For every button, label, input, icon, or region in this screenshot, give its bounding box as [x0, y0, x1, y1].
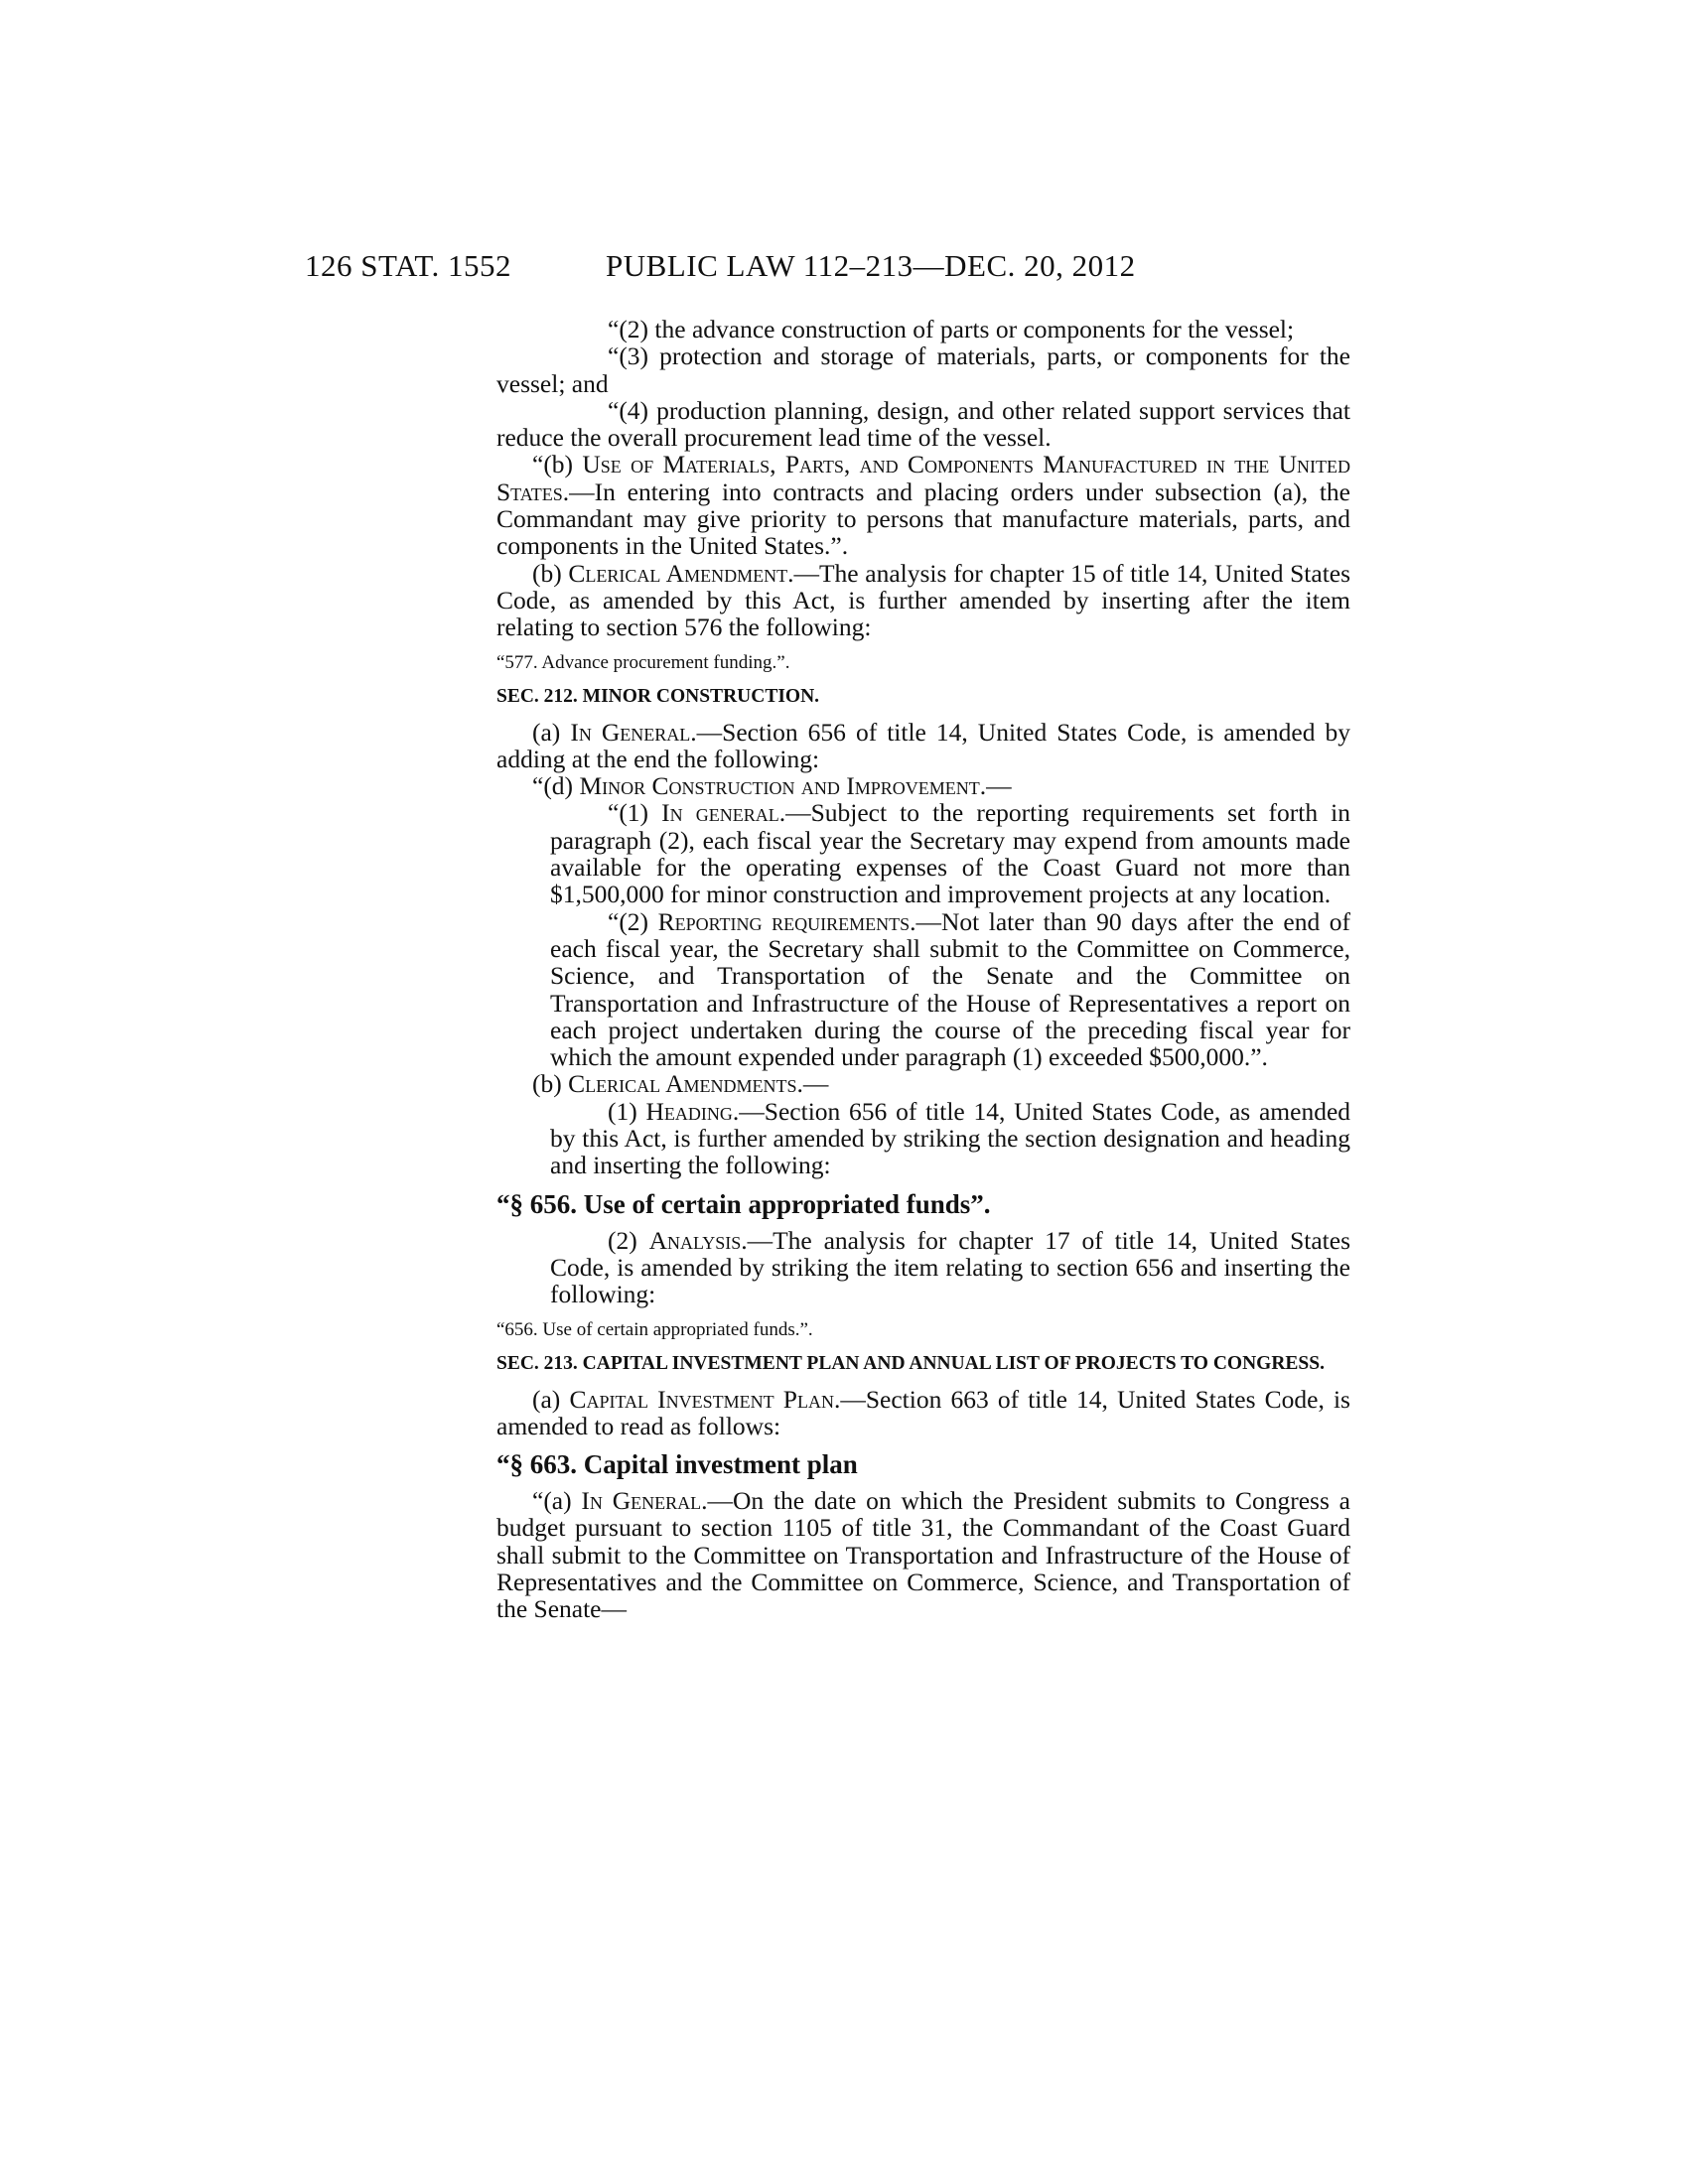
paragraph-heading-1: (1) Heading.—Section 656 of title 14, United States Code, as amended by this Act, is further amended by striking the section designation and heading and inserting the following:: [550, 1096, 1351, 1180]
public-law-title: PUBLIC LAW 112–213—DEC. 20, 2012: [606, 248, 1136, 283]
heading-small-caps: In General.: [570, 717, 697, 747]
heading-small-caps: Minor Construction and Improvement.: [579, 771, 987, 801]
text-column: [496, 316, 1350, 1623]
section-663-title: “§ 663. Capital investment plan: [496, 1449, 858, 1480]
section-212-heading: SEC. 212. MINOR CONSTRUCTION.: [496, 685, 820, 707]
toc-item-656: “656. Use of certain appropriated funds.”.: [496, 1318, 813, 1340]
heading-small-caps: Clerical Amendments.: [568, 1069, 803, 1099]
paragraph-analysis-2: (2) Analysis.—The analysis for chapter 17 of title 14, United States Code, is amended by striking the item relating to section 656 and inserting the following:: [550, 1225, 1351, 1309]
subsection-d-heading: “(d) Minor Construction and Improvement.—: [532, 771, 1012, 801]
running-header: [0, 248, 1688, 288]
paragraph-d2: “(2) Reporting requirements.—Not later than 90 days after the end of each fiscal year, the Secretary shall submit to the Committee on Commerce, Science, and Transportation of the Senate and the Committee on Transportation and Infrastructure of the House of Representatives a report on each project undertaken during the course of the preceding fiscal year for which the amount expended under paragraph (1) exceeded $500,000.”.: [550, 906, 1350, 1072]
heading-small-caps: In general.: [661, 798, 786, 828]
heading-small-caps: Reporting requirements.: [657, 906, 916, 936]
paragraph-3: “(3) protection and storage of materials, parts, or components for the vessel; and: [496, 341, 1350, 398]
heading-small-caps: In General.: [581, 1486, 708, 1516]
subsection-b-materials: “(b) Use of Materials, Parts, and Components Manufactured in the United States.—In entering into contracts and placing orders under subsection (a), the Commandant may give priority to persons that manufacture materials, parts, and components in the United States.”.: [496, 450, 1350, 561]
section-213-heading: SEC. 213. CAPITAL INVESTMENT PLAN AND ANNUAL LIST OF PROJECTS TO CONGRESS.: [496, 1352, 1325, 1374]
section-663-subsection-a: “(a) In General.—On the date on which the President submits to Congress a budget pursuant to section 1105 of title 31, the Commandant of the Coast Guard shall submit to the Committee on Transportation and Infrastructure of the House of Representatives and the Committee on Commerce, Science, and Transportation of the Senate—: [496, 1486, 1350, 1624]
heading-small-caps: Heading.: [645, 1096, 740, 1126]
paragraph-2: “(2) the advance construction of parts or components for the vessel;: [608, 315, 1295, 343]
paragraph-d1: “(1) In general.—Subject to the reporting requirements set forth in paragraph (2), each fiscal year the Secretary may expend from amounts made available for the operating expenses of the Coast Guard not more than $1,500,000 for minor construction and improvement projects at any location.: [550, 798, 1350, 909]
stat-page-number: 126 STAT. 1552: [305, 248, 512, 283]
heading-small-caps: Clerical Amendment.: [568, 558, 794, 588]
clerical-amendment: (b) Clerical Amendment.—The analysis for chapter 15 of title 14, United States Code, as amended by this Act, is further amended by inserting after the item relating to section 576 the following:: [496, 558, 1351, 642]
clerical-amendments-b: (b) Clerical Amendments.—: [532, 1069, 829, 1099]
paragraph-4: “(4) production planning, design, and other related support services that reduce the overall procurement lead time of the vessel.: [496, 395, 1350, 453]
sec213-subsection-a: (a) Capital Investment Plan.—Section 663 of title 14, United States Code, is amended to read as follows:: [496, 1384, 1350, 1440]
sec212-subsection-a: (a) In General.—Section 656 of title 14, United States Code, is amended by adding at the end the following:: [496, 717, 1351, 773]
section-656-title: “§ 656. Use of certain appropriated funds”.: [496, 1188, 991, 1219]
heading-small-caps: Use of Materials, Parts, and Components Manufactured in the United States.: [496, 450, 1350, 506]
heading-small-caps: Capital Investment Plan.: [569, 1384, 841, 1414]
toc-item-577: “577. Advance procurement funding.”.: [496, 651, 790, 673]
heading-small-caps: Analysis.: [648, 1225, 748, 1255]
